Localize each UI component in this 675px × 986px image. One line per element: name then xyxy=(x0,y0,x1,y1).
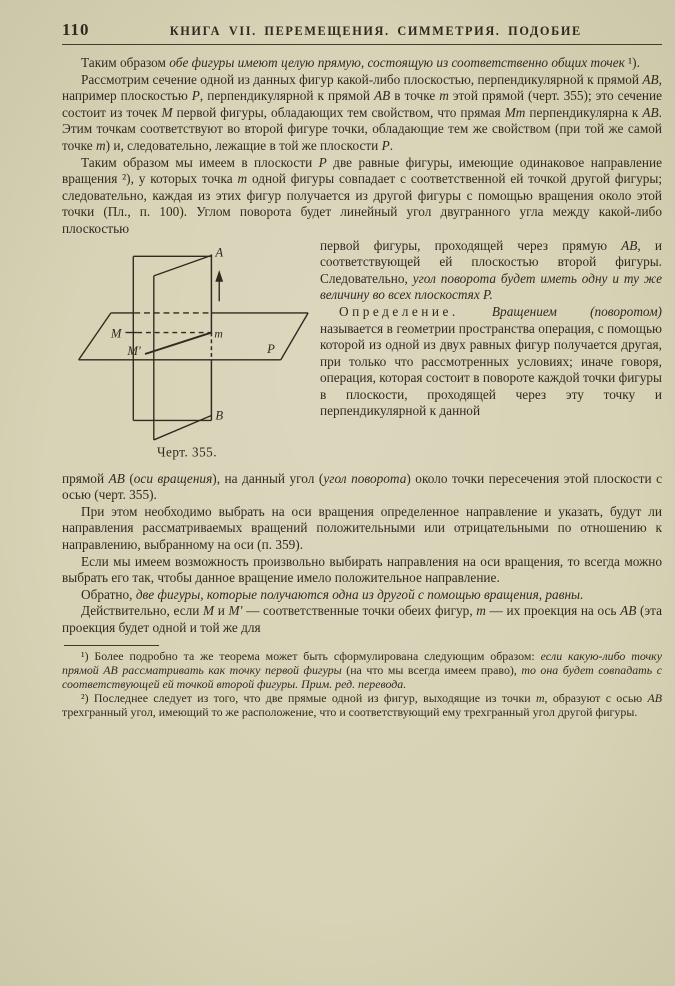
paragraph-7: Обратно, две фигуры, которые получаются одна из другой с помощью вращения, равны. xyxy=(81,586,584,602)
first-figure-plane xyxy=(133,256,211,420)
paragraph-2: Рассмотрим сечение одной из данных фигур какой-либо плоскостью, перпендикулярной к прямой AB, например плоскостью P, перпендикулярной к прямой AB в точке m этой прямой (черт. 355); это сечение состоит из точек M первой фигуры, обладающих тем свойством, что прямая Mm перпендикулярна к AB. Этим точкам соответствуют во второй фигуре точки, обладающие тем же свойством (при той же самой точке m) и, следовательно, лежащие в той же плоскости P. xyxy=(62,71,662,153)
paragraph-6: Если мы имеем возможность произвольно выбирать направления на оси вращения, то всегда можно выбрать его так, чтобы данное вращение имело положительное направление. xyxy=(62,553,662,586)
figure-and-text-row xyxy=(62,238,662,471)
running-title: КНИГА VII. ПЕРЕМЕЩЕНИЯ. СИММЕТРИЯ. ПОДОБИЕ xyxy=(169,24,582,38)
page-number: 110 xyxy=(62,20,90,39)
label-b: B xyxy=(215,407,224,422)
definition-paragraph: Определение. Вращением (поворотом) называется в геометрии пространства операция, с помощью которой из одной из двух равных фигур получается другая, при только что рассмотренных условиях; иначе говоря, операция, которая состоит в повороте каждой точки фигуры в плоскости, проходящей через эту точку и перпендикулярной к данной xyxy=(320,303,662,419)
footnote-1: ¹) Более подробно та же теорема может быть сформулирована следующим образом: если какую-либо точку прямой AB рассматривать как точку первой фигуры (на что мы всегда имеем право), то она будет совпадать с соответствующей ей точкой второй фигуры. Прим. ред. перевода. xyxy=(62,649,662,692)
label-p: P xyxy=(267,341,275,356)
paragraph-1: Таким образом обе фигуры имеют целую прямую, состоящую из соответственно общих точек ¹). xyxy=(81,55,640,70)
rotation-axis-diagram xyxy=(62,242,312,466)
figure-caption: Черт. 355. xyxy=(156,444,218,460)
axis-direction-arrow-icon xyxy=(215,270,223,301)
paragraph-3-continued: первой фигуры, проходящей через прямую AB, и соответствующей ей плоскостью второй фигуры. Следовательно, угол поворота будет иметь одну и ту же величину во всех плоскостях P. xyxy=(320,237,662,303)
footnote-2: ²) Последнее следует из того, что две прямые одной из фигур, выходящие из точки m, образуют с осью AB трехгранный угол, имеющий то же расположение, что и соответствующий ему трехгранный угол другой фигуры. xyxy=(62,691,662,720)
paragraph-3: Таким образом мы имеем в плоскости P две равные фигуры, имеющие одинаковое направление вращения ²), у которых точка m одной фигуры совпадает с соответственной ей точкой другой фигуры; следовательно, каждая из этих фигур получается из другой фигуры с помощью вращения около этой точки (Пл., п. 100). Углом поворота будет линейный угол двугранного угла между какой-либо плоскостью xyxy=(62,154,663,236)
running-header xyxy=(62,20,662,40)
label-m-lower: m xyxy=(214,326,223,340)
definition-paragraph-continued: прямой AB (оси вращения), на данный угол (угол поворота) около точки пересечения этой плоскости с осью (черт. 355). xyxy=(62,470,662,503)
label-m-upper: M xyxy=(110,325,122,340)
footnote-separator xyxy=(64,645,159,646)
figure-355 xyxy=(62,238,314,471)
segment-m-prime-to-axis xyxy=(145,332,211,353)
footnotes-block xyxy=(62,645,662,719)
page-content xyxy=(62,20,662,719)
paragraph-8: Действительно, если M и M' — соответственные точки обеих фигур, m — их проекция на ось AB (эта проекция будет одной и той же для xyxy=(62,603,662,635)
label-m-prime: M' xyxy=(127,343,141,358)
paragraph-5: При этом необходимо выбрать на оси вращения определенное направление и указать, будут ли направления рассматриваемых вращений положительными или отрицательными по отношению к направлению, выбранному на оси (п. 359). xyxy=(62,503,662,552)
header-rule xyxy=(62,44,662,45)
wrapped-text-column xyxy=(314,238,662,421)
label-a: A xyxy=(215,244,224,259)
